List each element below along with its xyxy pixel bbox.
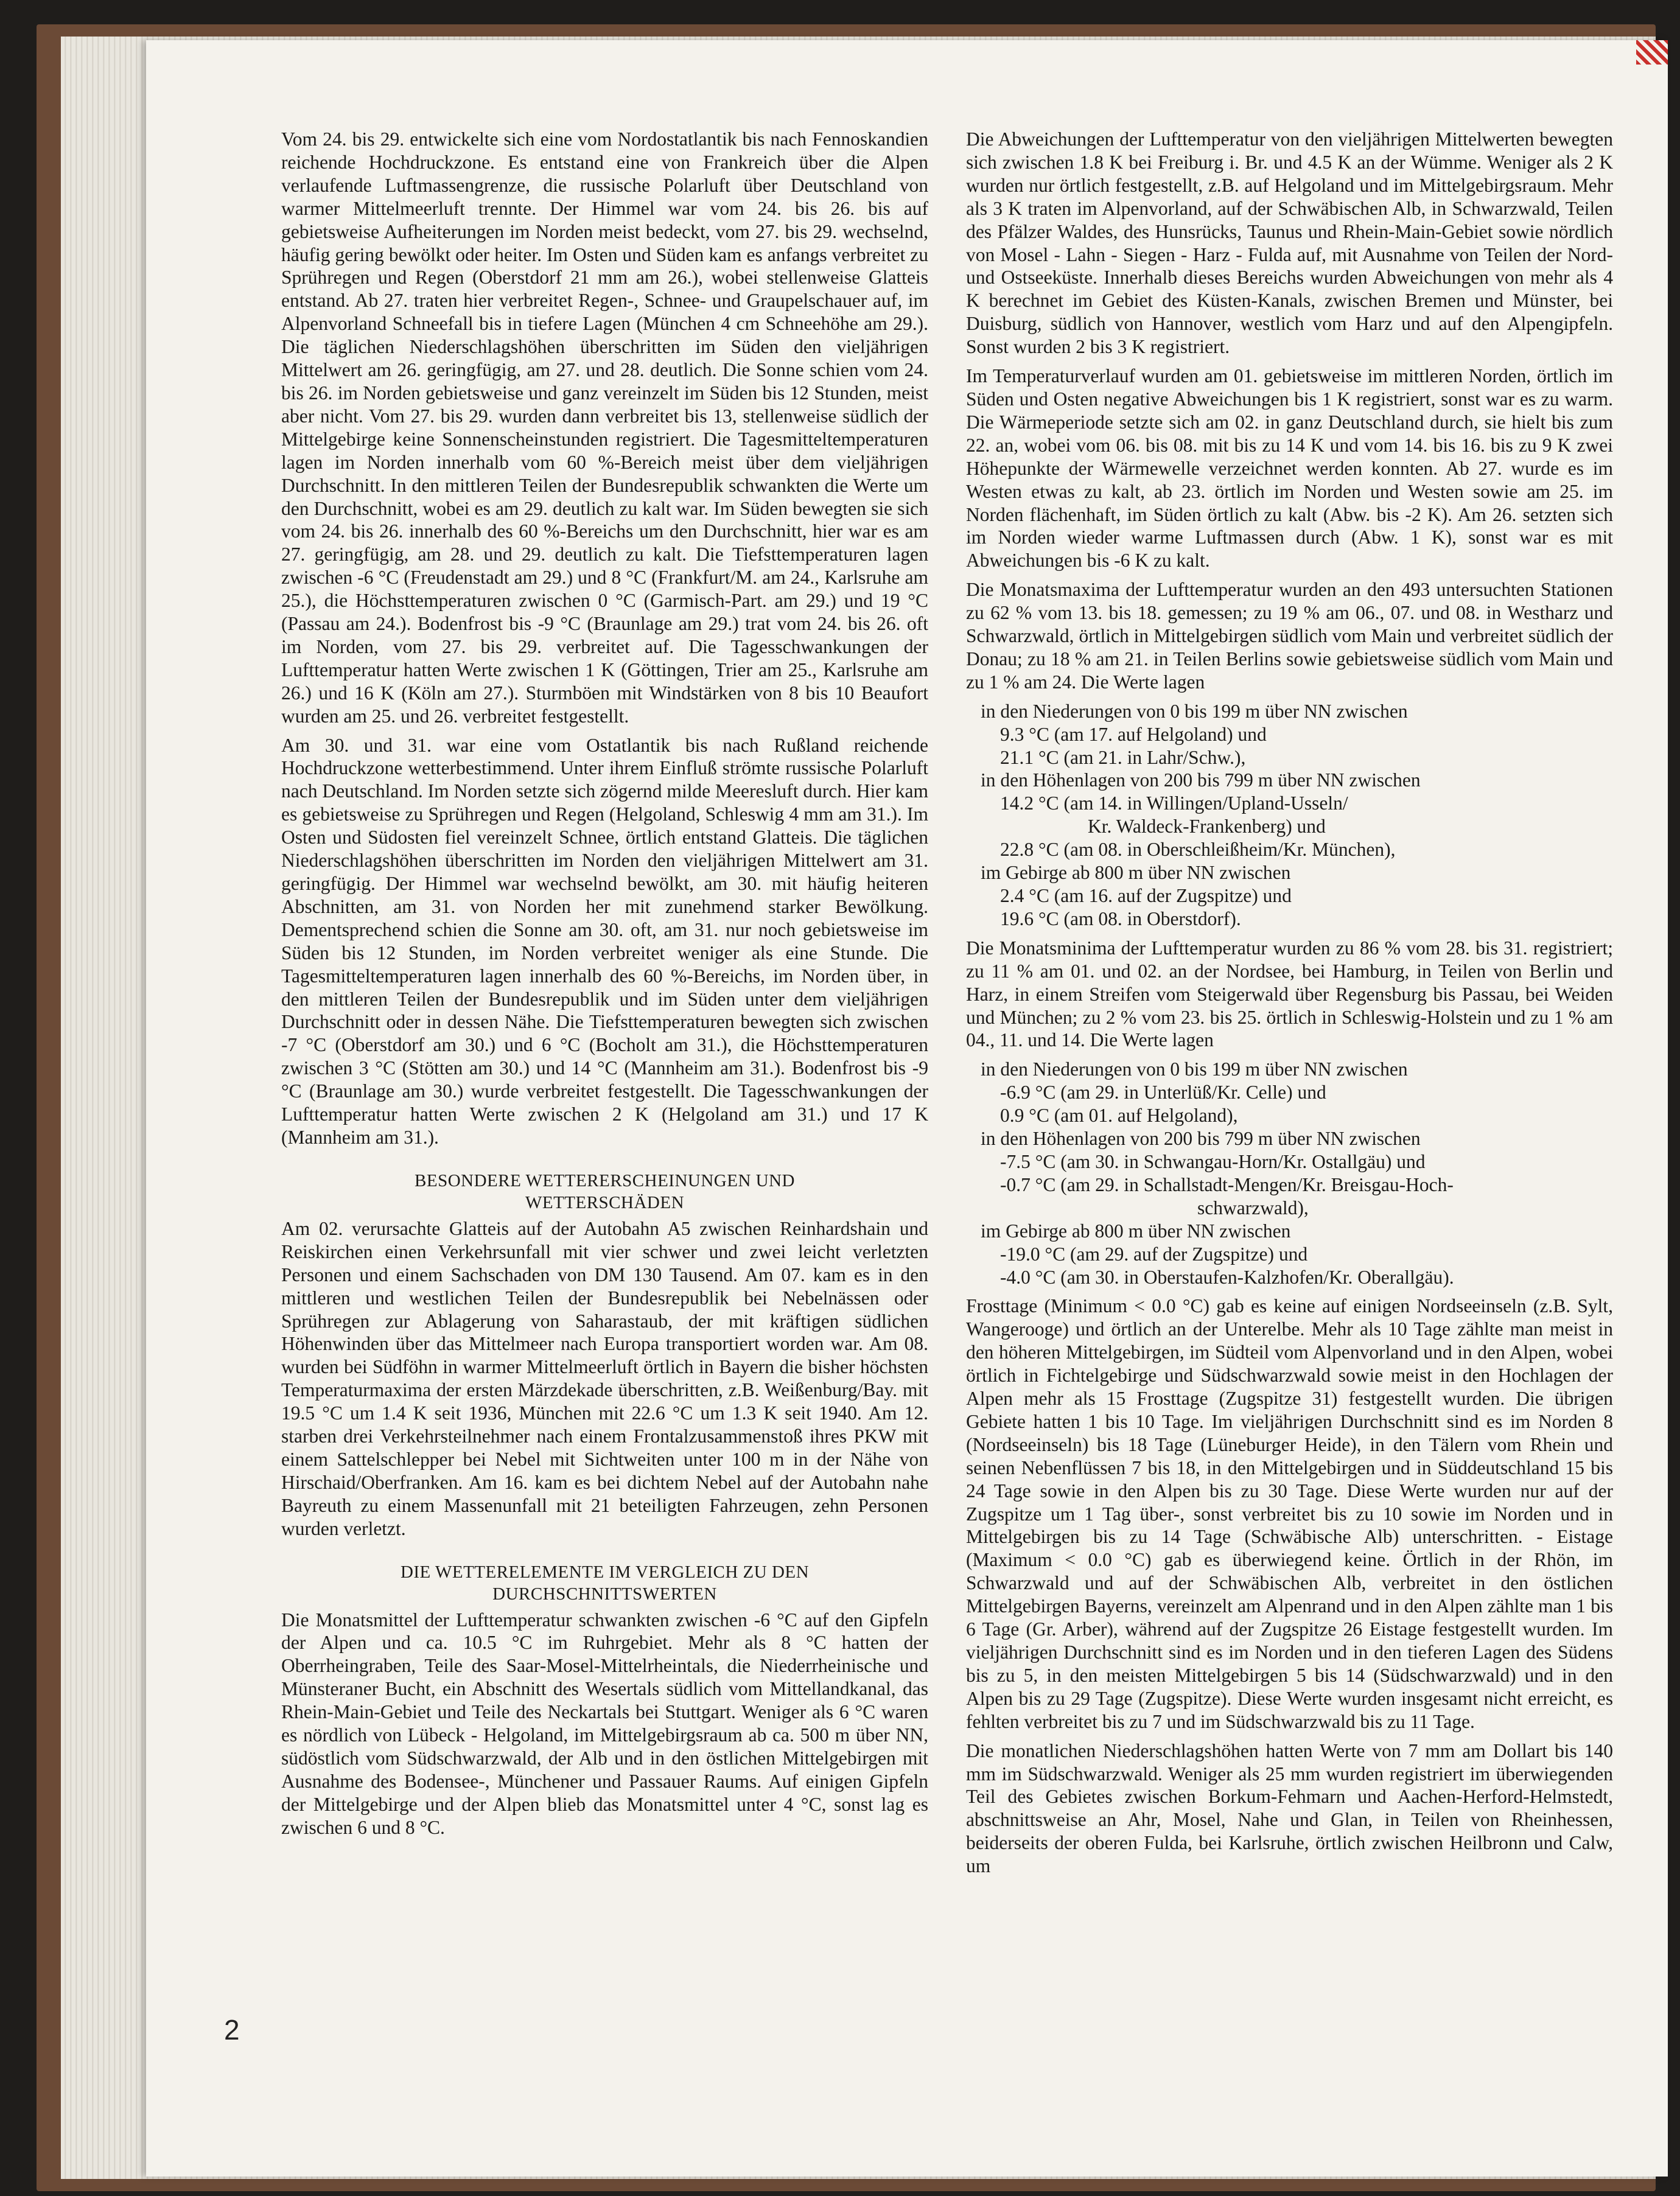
list-item: schwarzwald), (1197, 1197, 1309, 1219)
color-calibration-strip (1636, 40, 1668, 65)
paragraph-24-29: Vom 24. bis 29. entwickelte sich eine vom Nordostatlantik bis nach Fennoskandien reichende Hochdruckzone. Es entstand eine von Frankreich über die Alpen verlaufende Luftmassengrenze, die russische Polarluft über Deutschland von warmer Mittelmeerluft trennte. Der Himmel war vom 24. bis 26. bis auf gebietsweise Aufheiterungen im Norden meist bedeckt, vom 27. bis 29. wechselnd, häufig gering bewölkt oder heiter. Im Osten und Süden kam es anfangs verbreitet zu Sprühregen und Regen (Oberstdorf 21 mm am 26.), wobei stellenweise Glatteis entstand. Ab 27. traten hier verbreitet Regen-, Schnee- und Graupelschauer auf, im Alpenvorland Schneefall bis in tiefere Lagen (München 4 cm Schneehöhe am 29.). Die täglichen Niederschlagshöhen überschritten im Süden den vieljährigen Mittelwert am 26. geringfügig, am 27. und 28. deutlich. Die Sonne schien vom 24. bis 26. im Norden gebietsweise und ganz vereinzelt im Süden bis 12 Stunden, meist aber nicht. Vom 27. bis 29. wurden dann verbreitet bis 13, stellenweise südlich der Mittelgebirge keine Sonnenscheinstunden registriert. Die Tagesmitteltemperaturen lagen im Norden innerhalb vom 60 %-Bereich meist über dem vieljährigen Durchschnitt. In den mittleren Teilen der Bundesrepublik schwankten die Werte um den Durchschnitt, wobei es am 29. deutlich zu kalt war. Im Süden bewegten sie sich vom 24. bis 26. innerhalb des 60 %-Bereichs um den Durchschnitt, hier war es am 27. geringfügig, am 28. und 29. deutlich zu kalt. Die Tiefsttemperaturen lagen zwischen -6 °C (Freudenstadt am 29.) und 8 °C (Frankfurt/M. am 24., Karlsruhe am 25.), die Höchsttemperaturen zwischen 0 °C (Garmisch-Part. am 29.) und 19 °C (Passau am 24.). Bodenfrost bis -9 °C (Braunlage am 29.) trat vom 24. bis 26. oft im Norden, vom 27. bis 29. verbreitet auf. Die Tagesschwankungen der Lufttemperatur hatten Werte zwischen 1 K (Göttingen, Trier am 25., Karlsruhe am 26.) und 16 K (Köln am 27.). Sturmböen mit Windstärken von 8 bis 10 Beaufort wurden am 25. und 26. verbreitet festgestellt. (281, 128, 928, 727)
paragraph-monatsmaxima: Die Monatsmaxima der Lufttemperatur wurden an den 493 untersuchten Stationen zu 62 % vom 13. bis 18. gemessen; zu 19 % am 06., 07. und 08. in Westharz und Schwarzwald, örtlich in Mittelgebirgen südlich vom Main und verbreitet südlich der Donau; zu 18 % am 21. in Teilen Berlins sowie gebietsweise südlich vom Main und zu 1 % am 24. Die Werte lagen (966, 579, 1613, 693)
page-number: 2 (224, 2014, 240, 2046)
list-item: 19.6 °C (am 08. in Oberstdorf). (1000, 907, 1241, 929)
section-heading-wetterelemente: DIE WETTERELEMENTE IM VERGLEICH ZU DEN DURCHSCHNITTSWERTEN (400, 1562, 810, 1604)
list-item: 2.4 °C (am 16. auf der Zugspitze) und (1000, 885, 1292, 906)
list-item: 21.1 °C (am 21. in Lahr/Schw.), (1000, 746, 1246, 768)
paragraph-abweichungen: Die Abweichungen der Lufttemperatur von den vieljährigen Mittelwerten bewegten sich zwischen 1.8 K bei Freiburg i. Br. und 4.5 K an der Wümme. Weniger als 2 K wurden nur örtlich festgestellt, z.B. auf Helgoland und im Mittelgebirgsraum. Mehr als 3 K traten im Alpenvorland, auf der Schwäbischen Alb, in Schwarzwald, Teilen des Pfälzer Waldes, des Hunsrücks, Taunus und Rhein-Main-Gebiet sowie nördlich von Mosel - Lahn - Siegen - Harz - Fulda auf, mit Ausnahme von Teilen der Nord- und Ostseeküste. Innerhalb dieses Bereichs wurden Abweichungen von mehr als 4 K berechnet im Gebiet des Küsten-Kanals, zwischen Bremen und Münster, bei Duisburg, südlich von Hannover, westlich vom Harz und auf den Alpengipfeln. Sonst wurden 2 bis 3 K registriert. (966, 128, 1613, 358)
paragraph-monatsminima: Die Monatsminima der Lufttemperatur wurden zu 86 % vom 28. bis 31. registriert; zu 11 % am 01. und 02. an der Nordsee, bei Hamburg, in Teilen von Berlin und Harz, in einem Streifen vom Steigerwald über Regensburg bis Passau, bei Weiden und München; zu 2 % vom 23. bis 25. örtlich in Schleswig-Holstein und zu 1 % am 04., 11. und 14. Die Werte lagen (966, 937, 1613, 1051)
list-item: 0.9 °C (am 01. auf Helgoland), (1000, 1105, 1238, 1127)
paragraph-30-31: Am 30. und 31. war eine vom Ostatlantik bis nach Rußland reichende Hochdruckzone wetterbestimmend. Unter ihrem Einfluß strömte russische Polarluft nach Deutschland. Im Norden setzte sich zögernd milde Meeresluft durch. Hier kam es gebietsweise zu Sprühregen und Regen (Helgoland, Schleswig 4 mm am 31.). Im Osten und Südosten fiel vereinzelt Schnee, örtlich entstand Glatteis. Die täglichen Niederschlagshöhen überschritten im Norden den vieljährigen Mittelwert am 31. geringfügig. Der Himmel war wechselnd bewölkt, am 30. mit häufig heiteren Abschnitten, am 31. von Norden her mit zunehmend starker Bewölkung. Dementsprechend schien die Sonne am 30. oft, am 31. nur noch gebietsweise im Süden bis 12 Stunden, im Norden verbreitet weniger als eine Stunde. Die Tagesmitteltemperaturen lagen innerhalb des 60 %-Bereichs, im Norden über, in den mittleren Teilen der Bundesrepublik und im Süden unter dem vieljährigen Durchschnitt oder in dessen Nähe. Die Tiefsttemperaturen bewegten sich zwischen -7 °C (Oberstdorf am 30.) und 6 °C (Bocholt am 31.), die Höchsttemperaturen zwischen 3 °C (Stötten am 30.) und 14 °C (Mannheim am 31.). Bodenfrost bis -9 °C (Braunlage am 30.) wurde verbreitet festgestellt. Die Tagesschwankungen der Lufttemperatur hatten Werte zwischen 2 K (Helgoland am 31.) und 17 K (Mannheim am 31.). (281, 734, 928, 1148)
paragraph-temperaturverlauf: Im Temperaturverlauf wurden am 01. gebietsweise im mittleren Norden, örtlich im Süden und Osten negative Abweichungen bis 1 K registriert, sonst war es zu warm. Die Wärmeperiode setzte sich am 02. in ganz Deutschland durch, sie hielt bis zum 22. an, wobei vom 06. bis 08. mit bis zu 14 K und vom 14. bis 16. bis zu 9 K zwei Höhepunkte der Wärmewelle verzeichnet werden konnten. Ab 27. wurde es im Westen etwas zu kalt, ab 23. örtlich im Norden und Westen sowie am 25. im Norden flächenhaft, im Süden örtlich zu kalt (Abw. bis -2 K). Am 26. setzten sich im Norden wieder warme Luftmassen durch (Abw. 1 K), sonst war es mit Abweichungen bis -6 K zu kalt. (966, 365, 1613, 572)
list-item: -0.7 °C (am 29. in Schallstadt-Mengen/Kr. Breisgau-Hoch- (1000, 1173, 1454, 1195)
list-item: -4.0 °C (am 30. in Oberstaufen-Kalzhofen/Kr. Oberallgäu). (1000, 1266, 1454, 1288)
list-item: 22.8 °C (am 08. in Oberschleißheim/Kr. München), (1000, 839, 1396, 861)
list-item: im Gebirge ab 800 m über NN zwischen (981, 862, 1291, 884)
paragraph-niederschlag: Die monatlichen Niederschlagshöhen hatten Werte von 7 mm am Dollart bis 140 mm im Südschwarzwald. Weniger als 25 mm wurden registriert im überwiegenden Teil des Gebietes zwischen Borkum-Fehmarn und Aachen-Herford-Helmstedt, abschnittsweise an Ahr, Mosel, Nahe und Glan, in Teilen von Rheinhessen, beiderseits der oberen Fulda, bei Karlsruhe, örtlich zwischen Heilbronn und Calw, um (966, 1740, 1613, 1877)
list-item: in den Niederungen von 0 bis 199 m über NN zwischen (981, 700, 1408, 722)
list-item: -6.9 °C (am 29. in Unterlüß/Kr. Celle) und (1000, 1082, 1326, 1103)
right-column (966, 128, 1613, 1884)
list-item: Kr. Waldeck-Frankenberg) und (1088, 816, 1326, 837)
list-item: 14.2 °C (am 14. in Willingen/Upland-Usseln/ (1000, 792, 1348, 814)
maxima-list (966, 700, 1613, 931)
paragraph-wetterschaeden: Am 02. verursachte Glatteis auf der Autobahn A5 zwischen Reinhardshain und Reiskirchen einen Verkehrsunfall mit vier schwer und zwei leicht verletzten Personen und einem Sachschaden von DM 130 Tausend. Am 07. kam es in den mittleren und westlichen Teilen der Bundesrepublik bei Nebelnässen oder Sprühregen zur Ablagerung von Saharastaub, der mit kräftigen südlichen Höhenwinden über das Mittelmeer nach Europa transportiert worden war. Am 08. wurden bei Südföhn in warmer Mittelmeerluft örtlich in Bayern die bisher höchsten Temperaturmaxima der ersten Märzdekade überschritten, z.B. Weißenburg/Bay. mit 19.5 °C um 1.4 K seit 1936, München mit 22.6 °C um 1.3 K seit 1940. Am 12. starben drei Verkehrsteilnehmer nach einem Frontalzusammenstoß ihres PKW mit einem Sattelschlepper bei Nebel mit Sichtweiten unter 100 m in der Nähe von Hirschaid/Oberfranken. Am 16. kam es bei dichtem Nebel auf der Autobahn nahe Bayreuth zu einem Massenunfall mit 21 beteiligten Fahrzeugen, zehn Personen wurden verletzt. (281, 1217, 928, 1539)
paragraph-monatsmittel: Die Monatsmittel der Lufttemperatur schwankten zwischen -6 °C auf den Gipfeln der Alpen und ca. 10.5 °C im Ruhrgebiet. Mehr als 8 °C hatten der Oberrheingraben, Teile des Saar-Mosel-Mittelrheintals, die Niederrheinische und Münsteraner Bucht, ein Abschnitt des Wesertals südlich vom Mittellandkanal, das Rhein-Main-Gebiet und Teile des Neckartals bei Stuttgart. Weniger als 6 °C waren es nördlich von Lübeck - Helgoland, im Mittelgebirgsraum ab ca. 500 m über NN, südöstlich vom Südschwarzwald, der Alb und in den östlichen Mittelgebirgen mit Ausnahme des Bodensee-, Münchener und Passauer Raums. Auf einigen Gipfeln der Mittelgebirge und der Alpen blieb das Monatsmittel unter 4 °C, sonst lag es zwischen 6 und 8 °C. (281, 1609, 928, 1838)
list-item: 9.3 °C (am 17. auf Helgoland) und (1000, 723, 1267, 745)
list-item: -7.5 °C (am 30. in Schwangau-Horn/Kr. Ostallgäu) und (1000, 1150, 1426, 1172)
list-item: -19.0 °C (am 29. auf der Zugspitze) und (1000, 1243, 1308, 1265)
section-heading-wettererscheinungen: BESONDERE WETTERERSCHEINUNGEN UND WETTERSCHÄDEN (415, 1170, 795, 1212)
minima-list (966, 1058, 1613, 1289)
list-item: in den Niederungen von 0 bis 199 m über NN zwischen (981, 1058, 1408, 1080)
list-item: in den Höhenlagen von 200 bis 799 m über NN zwischen (981, 769, 1421, 791)
list-item: im Gebirge ab 800 m über NN zwischen (981, 1220, 1291, 1242)
left-column (281, 128, 928, 1845)
paragraph-frosttage: Frosttage (Minimum < 0.0 °C) gab es keine auf einigen Nordseeinseln (z.B. Sylt, Wangerooge) und örtlich an der Unterelbe. Mehr als 10 Tage zählte man meist in den höheren Mittelgebirgen, im Südteil vom Alpenvorland und in den Alpen, wobei örtlich in Fichtelgebirge und Südschwarzwald sowie meist in den Hochlagen der Alpen mehr als 15 Frosttage (Zugspitze 31) festgestellt wurden. Die übrigen Gebiete hatten 1 bis 10 Tage. Im vieljährigen Durchschnitt sind es im Norden 8 (Nordseeinseln) bis 18 Tage (Lüneburger Heide), in den Tälern vom Rhein und seinen Nebenflüssen 7 bis 18, in den Mittelgebirgen und in Süddeutschland 15 bis 24 Tage sowie in den Alpen bis zu 30 Tage. Diese Werte wurden nur auf der Zugspitze um 1 Tag über-, sonst verbreitet bis zu 10 sowie im Norden und in Mittelgebirgen bis zu 14 Tage (Schwäbische Alb) unterschritten. - Eistage (Maximum < 0.0 °C) gab es überwiegend keine. Örtlich in der Rhön, im Schwarzwald und auf der Schwäbischen Alb, verbreitet in den östlichen Mittelgebirgen Bayerns, vereinzelt am Alpenrand und in den Alpen zählte man 1 bis 6 Tage (Gr. Arber), während auf der Zugspitze 26 Eistage festgestellt wurden. Im vieljährigen Durchschnitt sind es im Norden und in den tieferen Lagen des Südens bis zu 5, in den meisten Mittelgebirgen 5 bis 14 (Südschwarzwald) und in den Alpen bis zu 29 Tage (Zugspitze). Diese Werte wurden insgesamt nicht erreicht, es fehlten verbreitet bis zu 7 und im Südschwarzwald bis zu 11 Tage. (966, 1295, 1613, 1732)
list-item: in den Höhenlagen von 200 bis 799 m über NN zwischen (981, 1128, 1421, 1150)
